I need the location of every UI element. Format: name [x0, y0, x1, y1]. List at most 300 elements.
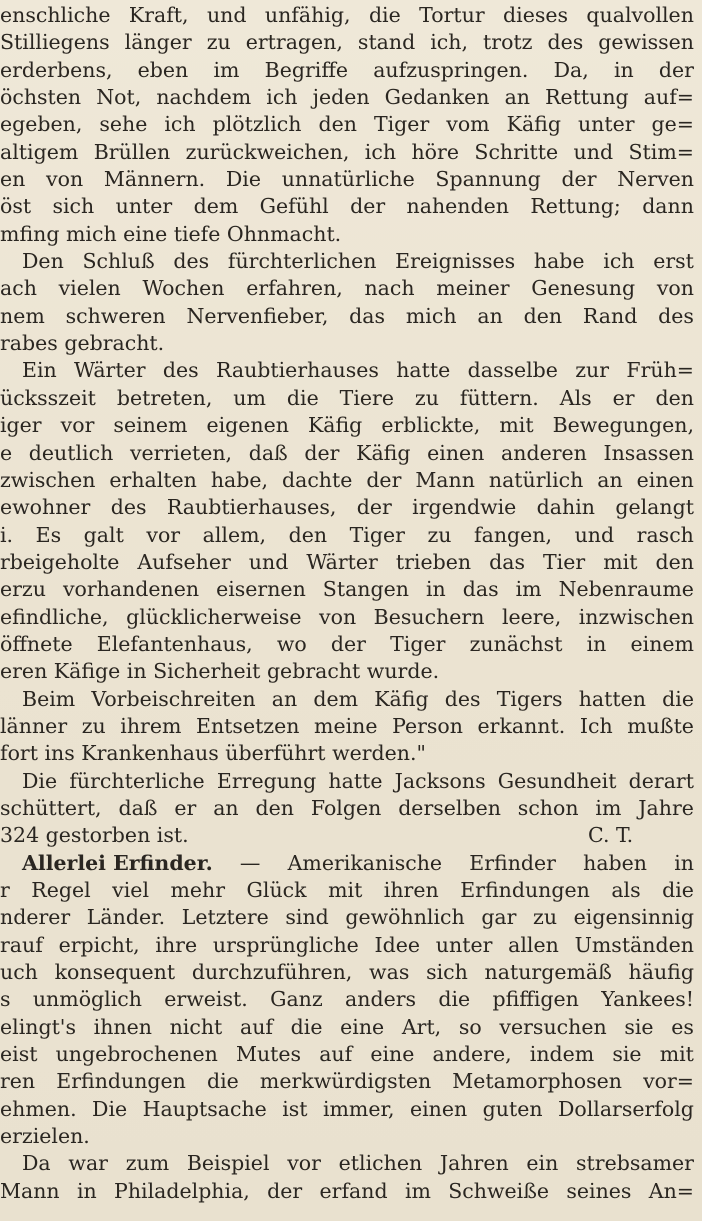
- word: ehmen.: [0, 1096, 77, 1121]
- word: Wochen: [142, 276, 225, 301]
- text-line: [0, 385, 702, 412]
- word: zunächst: [469, 631, 563, 656]
- word: des: [547, 30, 584, 55]
- text-line: [0, 604, 702, 631]
- word: erst: [653, 249, 694, 274]
- word: jeden: [312, 85, 370, 110]
- word: ücksszeit: [0, 385, 96, 410]
- word: an: [477, 303, 503, 328]
- word: überführt: [225, 741, 333, 766]
- word: zurückweichen,: [185, 139, 350, 164]
- text-line: [0, 1096, 702, 1123]
- word: Wärter: [74, 358, 146, 383]
- word: des: [110, 495, 147, 520]
- word: andere,: [432, 1042, 512, 1067]
- word: Tiger: [349, 522, 405, 547]
- word: trieben: [395, 549, 472, 574]
- word: Die: [225, 167, 261, 192]
- text-line: [0, 440, 702, 467]
- word: vom: [446, 112, 490, 137]
- word: sind: [285, 905, 329, 930]
- word: Metamorphosen: [452, 1069, 622, 1094]
- word: glücklicherweise: [126, 604, 302, 629]
- word: die: [290, 1014, 323, 1039]
- word: fürchterliche: [69, 768, 205, 793]
- word: sehe: [99, 112, 148, 137]
- word: irgendwie: [412, 495, 517, 520]
- word: Raubtierhauses: [215, 358, 379, 383]
- word: deutlich: [28, 440, 114, 465]
- word: einen: [636, 467, 694, 492]
- word: eine: [123, 221, 174, 246]
- word: erweist.: [164, 987, 248, 1012]
- word: nem: [0, 303, 45, 328]
- word: vorhandenen: [62, 577, 200, 602]
- word: rasch: [636, 522, 694, 547]
- word: meine: [314, 713, 378, 738]
- word: der: [356, 495, 392, 520]
- word: eist: [0, 1042, 38, 1067]
- word: sich: [52, 194, 95, 219]
- word: dem: [313, 686, 359, 711]
- text-line: [0, 57, 702, 84]
- word: Stangen: [322, 577, 409, 602]
- word: Letztere: [181, 905, 269, 930]
- word: 324: [0, 823, 46, 848]
- word: die: [662, 878, 694, 902]
- word: ist.: [156, 823, 189, 848]
- text-line: [0, 904, 702, 931]
- word: füttern.: [459, 385, 539, 410]
- word: seines: [566, 1178, 632, 1203]
- word: an: [597, 467, 623, 492]
- text-line: [0, 986, 702, 1013]
- word: r: [0, 878, 10, 902]
- word: meiner: [436, 276, 510, 301]
- word: Schritte: [474, 139, 559, 164]
- word: qualvollen: [586, 3, 694, 27]
- word: ist: [282, 1096, 308, 1121]
- word: wo: [276, 631, 307, 656]
- word: altigem: [0, 139, 79, 164]
- word: Ganz: [270, 987, 323, 1012]
- word: ach: [0, 276, 37, 301]
- word: sie: [612, 1042, 642, 1067]
- word: mit: [659, 1042, 694, 1067]
- word: pfiffigen: [492, 987, 579, 1012]
- word: dachte: [281, 467, 353, 492]
- text-line: [0, 166, 702, 193]
- word: Sicherheit: [153, 659, 267, 684]
- word: gebracht: [266, 659, 367, 684]
- word: auf=: [643, 85, 694, 110]
- word: Da: [22, 1151, 51, 1176]
- word: ich: [266, 85, 298, 110]
- word: zur: [575, 358, 610, 383]
- word: hatte: [396, 358, 451, 383]
- word: zum: [125, 1151, 170, 1176]
- word: vor: [287, 1151, 321, 1176]
- word: nach: [364, 276, 415, 301]
- word: allen: [508, 932, 559, 957]
- word: Tier: [543, 549, 586, 574]
- word: tiefe: [173, 221, 227, 246]
- word: den: [523, 303, 563, 328]
- text-line: [0, 357, 702, 384]
- word: durchzuführen,: [191, 960, 353, 985]
- word: Stilliegens: [0, 30, 110, 55]
- word: der: [267, 1178, 303, 1203]
- word: Rand: [582, 303, 638, 328]
- word: in: [613, 57, 634, 82]
- word: wurde.: [366, 659, 440, 684]
- word: im: [595, 795, 622, 820]
- text-line: [0, 959, 702, 986]
- text-line: [0, 2, 702, 29]
- word: anderen: [501, 440, 587, 465]
- word: ge=: [651, 112, 694, 137]
- text-line: [0, 1178, 702, 1205]
- word: zu: [81, 713, 106, 738]
- word: den: [288, 522, 328, 547]
- word: derselben: [398, 795, 501, 820]
- word: Umständen: [574, 932, 694, 957]
- word: ihnen: [93, 1014, 152, 1039]
- word: trotz: [483, 30, 533, 55]
- text-line: [0, 467, 702, 494]
- text-line: [0, 1068, 702, 1095]
- word: Die: [92, 1096, 128, 1121]
- word: ich,: [430, 30, 469, 55]
- word: von: [46, 167, 84, 192]
- word: dann: [642, 194, 694, 219]
- word: in: [76, 1178, 97, 1203]
- word: Folgen: [310, 795, 382, 820]
- word: Philadelphia,: [114, 1178, 250, 1203]
- word: dahin: [536, 495, 595, 520]
- word: höre: [411, 139, 459, 164]
- word: Käfig: [356, 440, 411, 465]
- word: fürchterlichen: [227, 249, 377, 274]
- word: erderbens,: [0, 57, 113, 82]
- word: verrieten,: [129, 440, 233, 465]
- word: strebsamer: [576, 1151, 694, 1176]
- word: Stim=: [628, 139, 694, 164]
- word: haben: [583, 850, 648, 875]
- word: ins: [44, 741, 82, 766]
- word: ein: [526, 1151, 559, 1176]
- word: erzielen.: [0, 1124, 90, 1149]
- word: Person: [392, 713, 463, 738]
- word: ich: [164, 112, 196, 137]
- word: eine: [340, 1014, 385, 1039]
- word: —: [239, 850, 261, 875]
- text-line: [0, 768, 702, 795]
- word: erblickte,: [381, 413, 481, 438]
- word: mehr: [170, 878, 226, 902]
- word: Bewegungen,: [552, 413, 694, 438]
- word: Männern.: [103, 167, 206, 192]
- word: und: [206, 3, 247, 27]
- word: war: [68, 1151, 108, 1176]
- word: im: [404, 1178, 431, 1203]
- word: habe: [533, 249, 585, 274]
- word: häufig: [628, 960, 694, 985]
- word: gar: [481, 905, 517, 930]
- word: rabes: [0, 331, 65, 356]
- word: einen: [427, 440, 485, 465]
- word: den: [655, 549, 694, 574]
- word: nahenden: [406, 194, 509, 219]
- word: Wärter: [306, 549, 378, 574]
- word: Rettung;: [530, 194, 621, 219]
- word: Aufseher: [137, 549, 231, 574]
- word: werden.": [332, 741, 426, 766]
- text-line: [0, 221, 702, 248]
- word: das: [349, 303, 386, 328]
- word: gebracht.: [64, 331, 165, 356]
- word: Erfinder: [469, 850, 556, 875]
- word: nderer: [0, 905, 71, 930]
- word: aufzuspringen.: [373, 57, 529, 82]
- text-line: [0, 84, 702, 111]
- word: eren: [0, 659, 54, 684]
- text-line: [0, 576, 702, 603]
- article-text: [0, 2, 702, 1205]
- word: auf: [319, 1042, 353, 1067]
- word: einem: [630, 631, 694, 656]
- word: mit: [499, 413, 534, 438]
- word: ihrem: [120, 713, 182, 738]
- word: Schluß: [82, 249, 155, 274]
- word: stand: [357, 30, 416, 55]
- word: Länder.: [86, 905, 166, 930]
- word: iger: [0, 413, 42, 438]
- word: hatten: [578, 686, 646, 711]
- word: die: [207, 1069, 239, 1094]
- word: schüttert,: [0, 795, 102, 820]
- word: Jahren: [439, 1151, 509, 1176]
- word: an: [504, 85, 530, 110]
- word: erhalten: [109, 467, 197, 492]
- text-line: [0, 877, 702, 904]
- word: in: [674, 850, 694, 875]
- word: von: [319, 604, 357, 629]
- word: Beim: [22, 686, 76, 711]
- word: Elefantenhaus,: [96, 631, 253, 656]
- word: Glück: [246, 878, 307, 902]
- word: ihre: [155, 932, 198, 957]
- word: Nerven: [617, 167, 694, 192]
- word: merkwürdigsten: [259, 1069, 432, 1094]
- text-line: [0, 850, 702, 877]
- word: Not,: [96, 85, 142, 110]
- word: um: [233, 385, 266, 410]
- text-line: [0, 248, 702, 275]
- word: Entsetzen: [196, 713, 300, 738]
- word: unter: [115, 194, 173, 219]
- text-line: [0, 139, 702, 166]
- word: unter: [577, 112, 635, 137]
- word: uch: [0, 960, 38, 985]
- word: i.: [0, 522, 14, 547]
- word: schon: [517, 795, 579, 820]
- word: konsequent: [54, 960, 176, 985]
- section-heading: Allerlei Erfinder.: [22, 850, 213, 875]
- word: immer,: [322, 1096, 395, 1121]
- word: eine: [370, 1042, 415, 1067]
- word: so: [458, 1014, 482, 1039]
- word: der: [658, 57, 694, 82]
- word: ich: [364, 139, 397, 164]
- word: den: [655, 385, 694, 410]
- word: der: [304, 440, 340, 465]
- word: seinem: [113, 413, 188, 438]
- word: die: [438, 987, 471, 1012]
- word: Regel: [31, 878, 91, 902]
- word: gewöhnlich: [345, 905, 465, 930]
- text-line: [0, 658, 702, 685]
- word: er: [174, 795, 197, 820]
- word: dasselbe: [467, 358, 558, 383]
- word: e: [0, 440, 13, 465]
- word: s: [0, 987, 11, 1012]
- word: nachdem: [156, 85, 252, 110]
- text-line: [0, 631, 702, 658]
- word: Nervenfieber,: [186, 303, 329, 328]
- word: ihren: [383, 878, 439, 902]
- word: fort: [0, 741, 45, 766]
- text-line: [0, 1123, 702, 1150]
- word: er: [612, 385, 635, 410]
- word: Schweiße: [448, 1178, 550, 1203]
- word: habe,: [210, 467, 269, 492]
- word: zwischen: [0, 467, 96, 492]
- word: betreten,: [116, 385, 213, 410]
- word: das: [489, 549, 525, 574]
- word: die: [286, 385, 319, 410]
- word: Früh=: [626, 358, 694, 383]
- word: und: [574, 522, 615, 547]
- word: auf: [239, 1014, 273, 1039]
- text-line: [0, 822, 702, 849]
- word: und: [573, 139, 614, 164]
- word: unmöglich: [32, 987, 142, 1012]
- text-line: [0, 1014, 702, 1041]
- word: Die: [22, 768, 58, 793]
- word: Tiger: [373, 112, 430, 137]
- word: efindliche,: [0, 604, 109, 629]
- word: natürlich: [488, 467, 584, 492]
- word: und: [248, 549, 289, 574]
- word: naturgemäß: [484, 960, 612, 985]
- text-line: [0, 330, 702, 357]
- word: zu: [414, 385, 439, 410]
- word: im: [213, 57, 240, 82]
- word: an: [213, 795, 239, 820]
- word: Krankenhaus: [81, 741, 226, 766]
- text-line: [0, 522, 702, 549]
- word: elingt's: [0, 1014, 76, 1039]
- word: Ohnmacht.: [226, 221, 342, 246]
- word: guten: [482, 1096, 543, 1121]
- text-line: [0, 494, 702, 521]
- word: daß: [248, 440, 288, 465]
- word: galt: [83, 522, 124, 547]
- word: zu: [206, 30, 231, 55]
- word: gewissen: [598, 30, 694, 55]
- word: gestorben: [45, 823, 157, 848]
- word: versuchen: [499, 1014, 607, 1039]
- word: der: [330, 631, 366, 656]
- word: rbeigeholte: [0, 549, 120, 574]
- word: Dollarserfolg: [557, 1096, 694, 1121]
- word: mit: [328, 878, 363, 902]
- word: in: [425, 577, 446, 602]
- word: Als: [559, 385, 592, 410]
- text-line: [0, 193, 702, 220]
- word: etlichen: [338, 1151, 423, 1176]
- word: Erregung: [216, 768, 317, 793]
- word: das: [462, 577, 499, 602]
- word: erfand: [319, 1178, 388, 1203]
- author-signature: C. T.: [588, 823, 634, 848]
- word: Kraft,: [128, 3, 189, 27]
- text-line: [0, 549, 702, 576]
- word: vor=: [643, 1069, 694, 1094]
- word: erpicht,: [58, 932, 140, 957]
- word: ich: [603, 249, 635, 274]
- word: Käfig: [307, 413, 363, 438]
- word: erkannt.: [477, 713, 566, 738]
- text-line: [0, 275, 702, 302]
- text-line: [0, 795, 702, 822]
- word: öffnete: [0, 631, 73, 656]
- word: Gedanken: [384, 85, 490, 110]
- word: in: [586, 631, 607, 656]
- word: erzu: [0, 577, 46, 602]
- word: mich: [65, 221, 124, 246]
- word: Tigers: [496, 686, 563, 711]
- word: Mann: [415, 467, 475, 492]
- word: mfing: [0, 221, 66, 246]
- word: schweren: [65, 303, 166, 328]
- word: enschliche: [0, 3, 111, 27]
- word: von: [656, 276, 694, 301]
- word: des: [658, 303, 694, 328]
- word: Insassen: [603, 440, 694, 465]
- word: in: [126, 659, 154, 684]
- word: unnatürliche: [281, 167, 415, 192]
- word: Tiger: [390, 631, 446, 656]
- text-line: [0, 932, 702, 959]
- word: Amerikanische: [287, 850, 443, 875]
- word: Mann: [0, 1178, 60, 1203]
- word: öst: [0, 194, 32, 219]
- word: Gefühl: [259, 194, 329, 219]
- word: des: [173, 249, 210, 274]
- word: erfahren,: [246, 276, 343, 301]
- word: was: [369, 960, 410, 985]
- word: allem,: [202, 522, 267, 547]
- word: Jahre: [638, 795, 694, 820]
- word: des: [444, 686, 481, 711]
- word: mußte: [627, 713, 694, 738]
- word: Jacksons: [394, 768, 486, 793]
- word: Rettung: [545, 85, 629, 110]
- word: indem: [529, 1042, 595, 1067]
- word: die: [662, 686, 694, 711]
